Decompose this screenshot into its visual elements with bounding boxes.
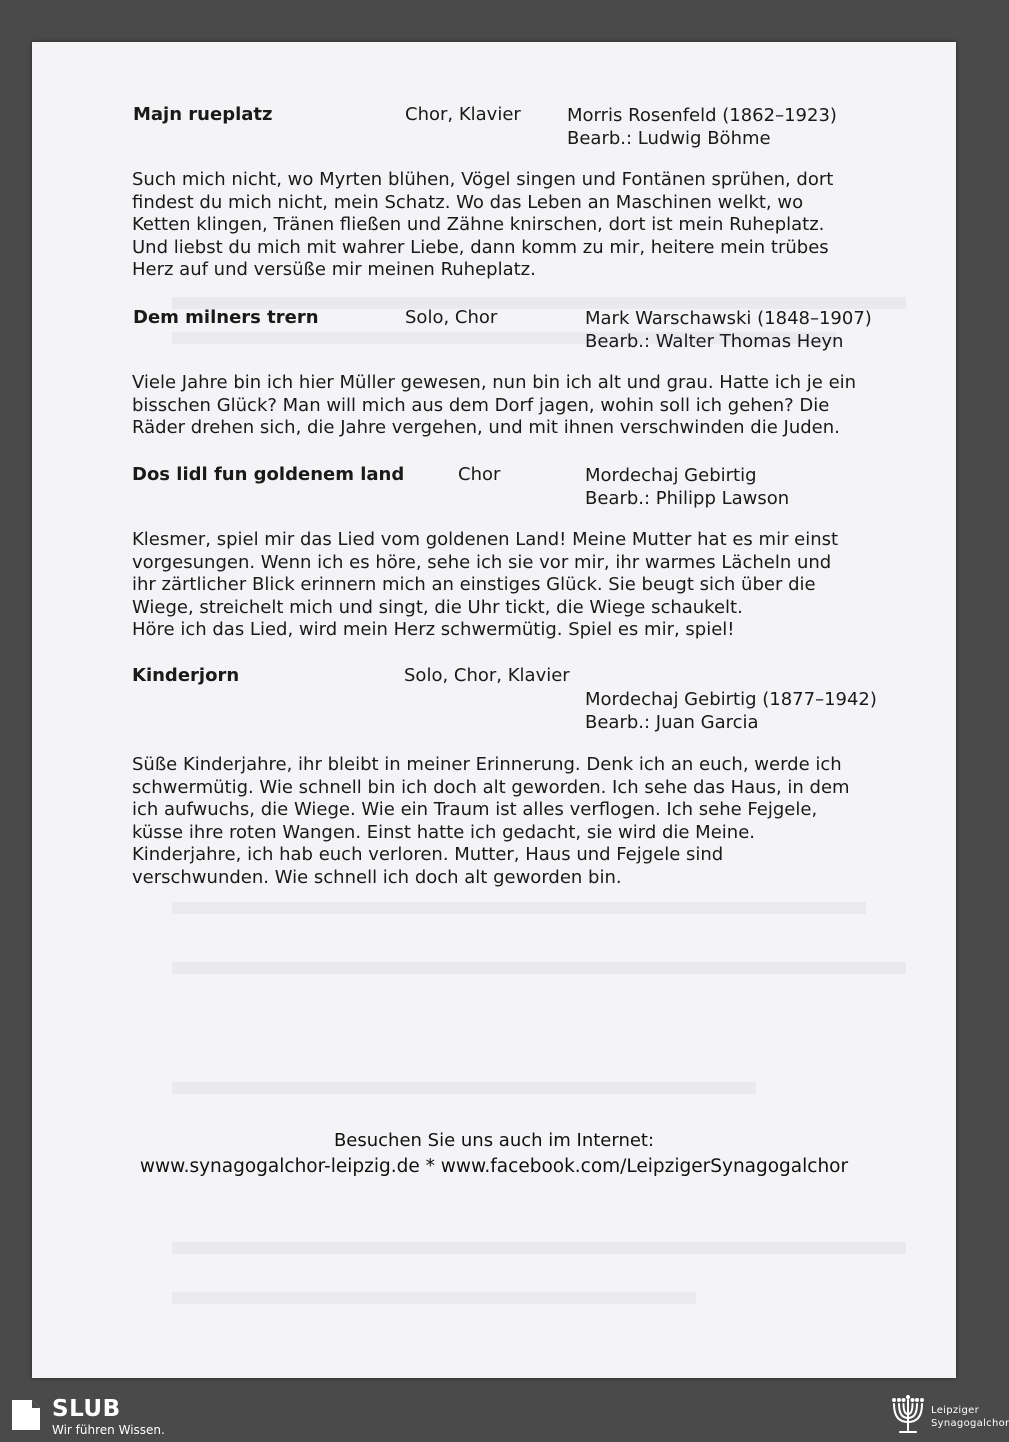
song-text [132,169,922,282]
song-text-line: Klesmer, spiel mir das Lied vom goldenen Land! Meine Mutter hat es mir einst [132,529,839,550]
song-text-line: Räder drehen sich, die Jahre vergehen, und mit ihnen verschwinden die Juden. [132,417,840,438]
footer-links: www.synagogalchor-leipzig.de * www.facebook.com/LeipzigerSynagogalchor [139,1156,849,1177]
song-text-line: Such mich nicht, wo Myrten blühen, Vögel singen und Fontänen sprühen, dort [132,169,834,190]
song-arranger: Bearb.: Philipp Lawson [585,488,790,509]
song-credits [585,464,789,510]
song-text [132,754,922,889]
song-text-line: verschwunden. Wie schnell ich doch alt geworden bin. [132,866,622,888]
song-text [132,529,922,642]
song-text-line: Ketten klingen, Tränen fließen und Zähne knirschen, dort ist mein Ruheplatz. [132,214,825,235]
song-instrumentation: Chor, Klavier [405,104,521,125]
program-sheet [32,42,956,1378]
song-title: Majn rueplatz [133,104,273,125]
song-text-line: Wiege, streichelt mich und singt, die Uhr tickt, die Wiege schaukelt. [132,596,743,618]
song-text-line: findest du mich nicht, mein Schatz. Wo das Leben an Maschinen welkt, wo [132,191,804,213]
song-instrumentation: Chor [458,464,501,485]
song-credits [585,307,872,353]
branding-bar [0,1390,1009,1442]
song-credits [567,104,837,150]
song-composer: Morris Rosenfeld (1862–1923) [567,105,837,126]
song-title: Dos lidl fun goldenem land [132,464,405,485]
song-instrumentation: Solo, Chor, Klavier [404,665,570,686]
choir-name [931,1404,1009,1430]
song-text-line: schwermütig. Wie schnell bin ich doch alt geworden. Ich sehe das Haus, in dem [132,776,850,798]
song-text-line: Und liebst du mich mit wahrer Liebe, dann komm zu mir, heitere mein trübes [132,236,829,258]
song-text-line: Viele Jahre bin ich hier Müller gewesen, nun bin ich alt und grau. Hatte ich je ein [132,372,857,393]
song-text-line: bisschen Glück? Man will mich aus dem Dorf jagen, wohin soll ich gehen? Die [132,394,830,416]
slub-tagline: Wir führen Wissen. [52,1423,165,1437]
song-text-line: Höre ich das Lied, wird mein Herz schwermütig. Spiel es mir, spiel! [132,619,735,640]
bleed-through-line [172,1082,756,1094]
menorah-icon [888,1394,928,1436]
song-text-line: ich aufwuchs, die Wiege. Wie ein Traum ist alles verflogen. Ich sehe Fejgele, [132,799,818,820]
choir-name-line: Leipziger [931,1405,980,1416]
website-footer [32,1128,956,1180]
song-text-line: Süße Kinderjahre, ihr bleibt in meiner Erinnerung. Denk ich an euch, werde ich [132,754,842,775]
song-text-line: küsse ihre roten Wangen. Einst hatte ich gedacht, sie wird die Meine. [132,821,755,843]
song-title: Kinderjorn [132,665,240,686]
bleed-through-line [172,1292,696,1304]
song-text-line: Herz auf und versüße mir meinen Ruheplatz. [132,259,536,280]
bleed-through-line [172,962,906,974]
song-arranger: Bearb.: Walter Thomas Heyn [585,331,844,352]
slub-logo-icon [8,1398,44,1432]
bleed-through-line [172,902,866,914]
song-credits [585,688,877,734]
footer-heading: Besuchen Sie uns auch im Internet: [333,1130,655,1151]
song-text-line: vorgesungen. Wenn ich es höre, sehe ich sie vor mir, ihr warmes Lächeln und [132,551,832,573]
song-text [132,372,922,440]
song-arranger: Bearb.: Ludwig Böhme [567,128,771,149]
song-instrumentation: Solo, Chor [405,307,498,328]
choir-name-line: Synagogalchor [931,1418,1009,1429]
slub-name: SLUB [52,1396,121,1422]
song-composer: Mordechaj Gebirtig (1877–1942) [585,689,877,710]
song-composer: Mordechaj Gebirtig [585,465,757,486]
song-text-line: ihr zärtlicher Blick erinnern mich an einstiges Glück. Sie beugt sich über die [132,574,816,595]
song-title: Dem milners trern [133,307,319,328]
song-arranger: Bearb.: Juan Garcia [585,712,759,733]
song-text-line: Kinderjahre, ich hab euch verloren. Mutter, Haus und Fejgele sind [132,844,724,865]
bleed-through-line [172,1242,906,1254]
song-composer: Mark Warschawski (1848–1907) [585,308,872,329]
